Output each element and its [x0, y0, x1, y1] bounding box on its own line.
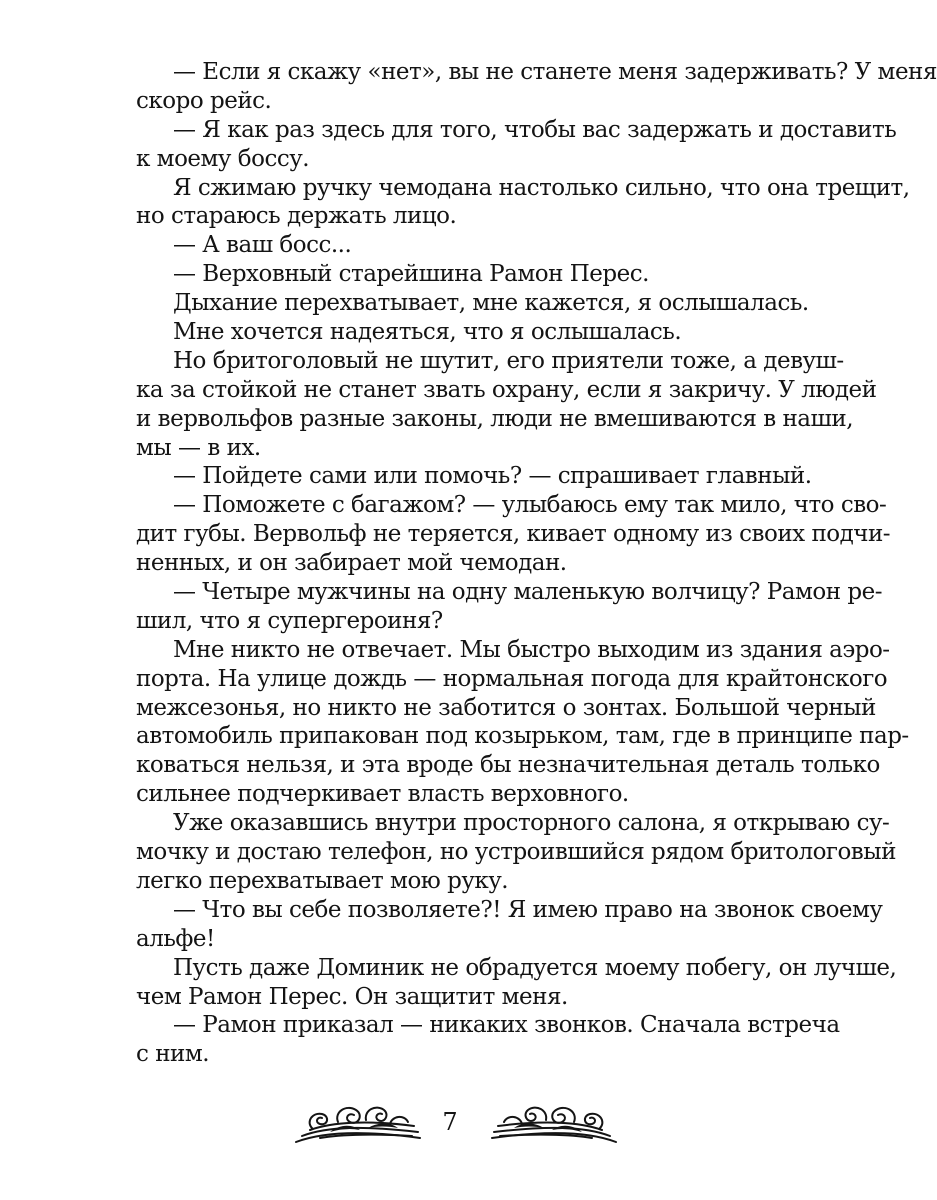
text-line: Но бритоголовый не шутит, его приятели тоже, а девуш-	[173, 347, 844, 374]
text-line: Я сжимаю ручку чемодана настолько сильно, что она трещит,	[173, 174, 910, 201]
text-line: Мне хочется надеяться, что я ослышалась.	[173, 319, 682, 346]
text-line: автомобиль припакован под козырьком, там, где в принципе пар-	[136, 723, 909, 750]
text-line: с ним.	[136, 1041, 210, 1068]
text-line: — Что вы себе позволяете?! Я имею право на звонок своему	[173, 896, 883, 923]
text-line: — Если я скажу «нет», вы не станете меня задерживать? У меня	[173, 59, 937, 85]
page-footer	[0, 1098, 900, 1148]
text-line: — Рамон приказал — никаких звонков. Сначала встреча	[173, 1012, 840, 1039]
text-line: и вервольфов разные законы, люди не вмешиваются в наши,	[136, 405, 854, 432]
text-line: но стараюсь держать лицо.	[136, 203, 457, 230]
text-line: мы — в их.	[136, 434, 261, 461]
wave-ornament-right-icon	[488, 1098, 620, 1148]
text-line: Мне никто не отвечает. Мы быстро выходим из здания аэро-	[173, 636, 890, 663]
wave-ornament-left-icon	[292, 1098, 424, 1148]
text-line: ка за стойкой не станет звать охрану, если я закричу. У людей	[136, 376, 877, 403]
text-line: чем Рамон Перес. Он защитит меня.	[136, 983, 568, 1010]
body-text	[136, 58, 937, 1069]
page-number: 7	[442, 1108, 458, 1136]
text-line: — Четыре мужчины на одну маленькую волчицу? Рамон ре-	[173, 579, 882, 606]
text-line: скоро рейс.	[136, 87, 272, 114]
text-line: к моему боссу.	[136, 145, 310, 172]
text-line: коваться нельзя, и эта вроде бы незначительная деталь только	[136, 752, 880, 779]
text-line: — Пойдете сами или помочь? — спрашивает главный.	[173, 463, 812, 490]
text-line: — А ваш босс...	[173, 232, 352, 259]
text-line: мочку и достаю телефон, но устроившийся рядом бритологовый	[136, 839, 896, 866]
text-line: Дыхание перехватывает, мне кажется, я ослышалась.	[173, 290, 809, 317]
text-line: легко перехватывает мою руку.	[136, 867, 509, 894]
text-line: — Верховный старейшина Рамон Перес.	[173, 261, 649, 288]
text-line: Уже оказавшись внутри просторного салона, я открываю су-	[173, 810, 890, 837]
text-line: Пусть даже Доминик не обрадуется моему побегу, он лучше,	[173, 954, 897, 981]
text-line: межсезонья, но никто не заботится о зонтах. Большой черный	[136, 694, 876, 721]
text-line: ненных, и он забирает мой чемодан.	[136, 550, 567, 577]
text-line: — Поможете с багажом? — улыбаюсь ему так мило, что сво-	[173, 492, 887, 519]
text-line: дит губы. Вервольф не теряется, кивает одному из своих подчи-	[136, 521, 891, 548]
text-line: сильнее подчеркивает власть верховного.	[136, 781, 629, 808]
text-line: альфе!	[136, 925, 215, 952]
text-line: порта. На улице дождь — нормальная погода для крайтонского	[136, 665, 888, 692]
text-line: — Я как раз здесь для того, чтобы вас задержать и доставить	[173, 116, 897, 143]
text-line: шил, что я супергероиня?	[136, 607, 443, 634]
